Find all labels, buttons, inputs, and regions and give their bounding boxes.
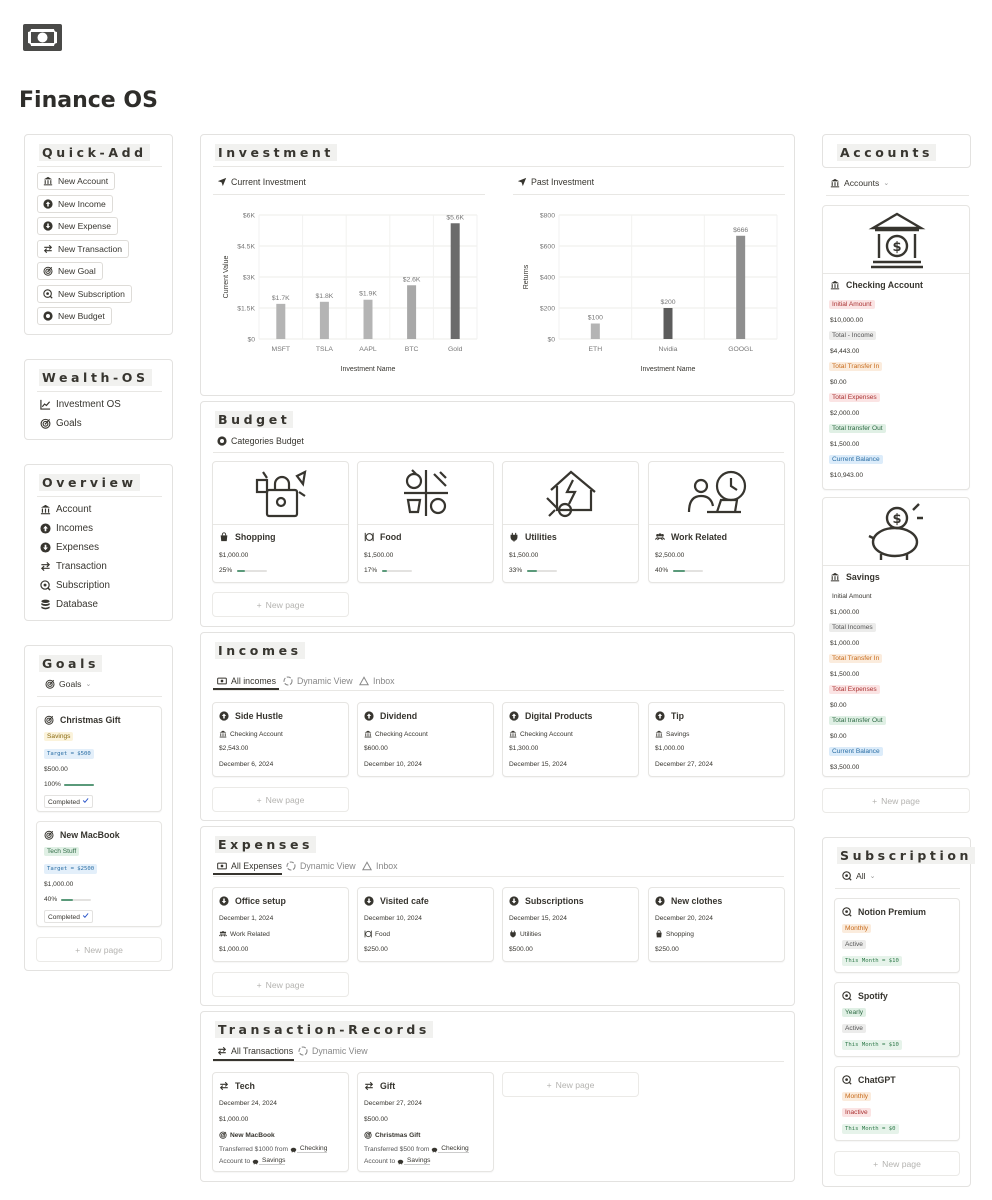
arrow-down-circle-icon xyxy=(364,896,374,906)
x-tick-label: MSFT xyxy=(271,346,291,353)
quick-add-title: Quick-Add xyxy=(39,144,150,161)
food-icon xyxy=(364,532,374,542)
navigation-arrow-icon xyxy=(217,177,227,187)
goal-status: Completed xyxy=(44,795,93,808)
goal-card[interactable]: Christmas Gift Savings Target = $500 $500.00 100% Completed xyxy=(36,706,162,812)
data-label: $1.9K xyxy=(359,290,377,298)
bank-icon xyxy=(219,730,227,738)
data-label: $1.8K xyxy=(315,292,334,300)
to-account-link[interactable]: Savings xyxy=(404,1157,430,1165)
account-row-label: Current Balance xyxy=(829,747,883,756)
arrow-up-circle-icon xyxy=(40,523,51,534)
goal-progress-label: 100% xyxy=(44,781,61,788)
x-axis-label: Investment Name xyxy=(340,366,396,373)
subscription-icon xyxy=(842,1075,852,1085)
page-icon xyxy=(23,24,62,51)
x-tick-label: Nvidia xyxy=(658,346,678,353)
goal-amount: $500.00 xyxy=(44,766,68,773)
budget-card[interactable]: Shopping $1,000.00 25% xyxy=(212,461,349,583)
utilities-illustration xyxy=(543,466,599,520)
arrow-down-circle-icon xyxy=(219,896,229,906)
tab-dynamic-view[interactable]: Dynamic View xyxy=(283,676,353,686)
database-icon xyxy=(40,599,51,610)
money-bill-icon xyxy=(23,24,62,51)
triangle-icon xyxy=(359,676,369,686)
account-row-label: Total - Income xyxy=(829,331,876,340)
plug-icon xyxy=(509,532,519,542)
expense-date: December 20, 2024 xyxy=(655,915,713,922)
income-amount: $1,300.00 xyxy=(509,745,539,752)
to-account-link[interactable]: Savings xyxy=(259,1157,285,1165)
expense-amount: $250.00 xyxy=(655,946,679,953)
target-icon xyxy=(364,1131,372,1139)
piggy-bank-icon xyxy=(252,1158,259,1165)
account-row-label: Total Expenses xyxy=(829,393,880,402)
x-tick-label: GOOGL xyxy=(728,346,754,353)
arrow-down-circle-icon xyxy=(40,542,51,553)
card-icon xyxy=(217,676,227,686)
this-month-cost: This Month = $10 xyxy=(842,1040,902,1050)
subscription-icon xyxy=(40,580,51,591)
subscription-view-selector[interactable]: All ⌄ xyxy=(842,871,875,881)
transaction-amount: $1,000.00 xyxy=(219,1116,249,1123)
income-amount: $600.00 xyxy=(364,745,388,752)
accounts-view-selector[interactable]: Accounts ⌄ xyxy=(830,178,889,188)
food-icon xyxy=(364,930,372,938)
y-tick-label: $0 xyxy=(547,336,555,344)
accounts-header-panel xyxy=(822,134,971,168)
goal-card[interactable]: New MacBook Tech Stuff Target = $2500 $1,000.00 40% Completed xyxy=(36,821,162,927)
bar xyxy=(736,236,745,339)
goal-tag: Savings xyxy=(44,732,73,741)
target-icon xyxy=(40,418,51,429)
y-tick-label: $1.5K xyxy=(237,305,255,313)
arrow-down-circle-icon xyxy=(43,221,53,231)
arrows-exchange-icon xyxy=(364,1081,374,1091)
investment-title: Investment xyxy=(215,144,337,161)
subscription-card[interactable]: Notion Premium Monthly Active This Month = $10 xyxy=(834,898,960,973)
users-icon xyxy=(219,930,227,938)
account-row-label: Current Balance xyxy=(829,455,883,464)
transaction-date: December 27, 2024 xyxy=(364,1100,422,1107)
budget-title: Budget xyxy=(215,411,293,428)
arrows-exchange-icon xyxy=(217,1046,227,1056)
subscription-icon xyxy=(842,871,852,881)
income-card[interactable]: Dividend Checking Account $600.00 December 10, 2024 xyxy=(357,702,494,777)
account-row-value: $1,500.00 xyxy=(830,441,860,448)
account-row-label: Initial Amount xyxy=(829,300,875,309)
bank-icon xyxy=(655,730,663,738)
expenses-title: Expenses xyxy=(215,836,316,853)
account-row-value: $10,943.00 xyxy=(830,472,864,479)
y-tick-label: $4.5K xyxy=(237,243,255,251)
chart-icon xyxy=(40,399,51,410)
subscription-icon xyxy=(842,907,852,917)
data-label: $200 xyxy=(660,299,676,306)
transactions-new-page-button[interactable]: + New page xyxy=(502,1072,639,1097)
budget-progress-label: 17% xyxy=(364,567,378,574)
account-row-value: $0.00 xyxy=(830,733,847,740)
svg-text:$: $ xyxy=(892,240,902,255)
investment-os-link[interactable]: Investment OS xyxy=(40,399,121,410)
subscription-icon xyxy=(43,289,53,299)
billing-cycle-tag: Monthly xyxy=(842,924,871,933)
data-label: $666 xyxy=(733,226,749,234)
from-account-link[interactable]: Checking xyxy=(297,1145,328,1153)
target-icon xyxy=(43,266,53,276)
bank-icon xyxy=(830,572,840,582)
account-row-label: Total Transfer In xyxy=(829,362,882,371)
target-icon xyxy=(219,1131,227,1139)
transaction-amount: $500.00 xyxy=(364,1116,388,1123)
subscription-title: Subscription xyxy=(837,847,975,864)
account-row-label: Total transfer Out xyxy=(829,424,886,433)
accounts-title: Accounts xyxy=(837,144,936,161)
new-income-button[interactable]: New Income xyxy=(37,195,113,213)
triangle-icon xyxy=(362,861,372,871)
goal-amount: $1,000.00 xyxy=(44,881,74,888)
expense-card[interactable]: Office setup December 1, 2024 Work Related $1,000.00 xyxy=(212,887,349,962)
current-investment-chart xyxy=(213,203,485,383)
transaction-card[interactable]: Tech December 24, 2024 $1,000.00 New MacBook Transferred $1000 from Checking Account to Savings xyxy=(212,1072,349,1172)
status-badge: Inactive xyxy=(842,1108,871,1117)
shopping-icon xyxy=(655,930,663,938)
tab-inbox[interactable]: Inbox xyxy=(359,676,395,686)
income-date: December 27, 2024 xyxy=(655,761,713,768)
x-axis-label: Investment Name xyxy=(640,366,696,373)
expenses-new-page-button[interactable]: + New page xyxy=(212,972,349,997)
target-icon xyxy=(45,679,55,689)
account-row-value: $2,000.00 xyxy=(830,410,860,417)
dynamic-view-icon xyxy=(286,861,296,871)
expense-amount: $500.00 xyxy=(509,946,533,953)
account-card[interactable]: $ Checking Account Initial Amount $10,000.00 Total - Income $4,443.00 Total Transfer In $0.00 Total Expenses $2,000.00 Total transfer Out $1,500.00 Current Balance $10,943.00 xyxy=(822,205,970,490)
account-row-value: $10,000.00 xyxy=(830,317,864,324)
svg-text:$: $ xyxy=(892,512,902,527)
transaction-link[interactable]: Transaction xyxy=(40,561,107,572)
budget-amount: $1,500.00 xyxy=(509,552,539,559)
bar xyxy=(451,223,460,339)
bar xyxy=(320,302,329,339)
bank-illustration xyxy=(867,210,927,270)
transaction-card[interactable]: Gift December 27, 2024 $500.00 Christmas Gift Transferred $500 from Checking Account to Savings xyxy=(357,1072,494,1172)
y-tick-label: $0 xyxy=(247,336,255,344)
target-icon xyxy=(44,830,54,840)
new-goal-button[interactable]: New Goal xyxy=(37,262,103,280)
shopping-icon xyxy=(219,532,229,542)
account-row-value: $3,500.00 xyxy=(830,764,860,771)
expense-amount: $1,000.00 xyxy=(219,946,249,953)
x-tick-label: BTC xyxy=(404,346,419,353)
chevron-down-icon: ⌄ xyxy=(85,681,92,688)
transactions-title: Transaction-Records xyxy=(215,1021,433,1038)
arrow-up-circle-icon xyxy=(364,711,374,721)
goal-tag: Tech Stuff xyxy=(44,847,79,856)
bar xyxy=(276,304,285,339)
account-card[interactable]: $ Savings Initial Amount $1,000.00 Total Incomes $1,000.00 Total Transfer In $1,500.00 Total Expenses $0.00 Total transfer Out $0.00 Current Balance $3,500.00 xyxy=(822,497,970,777)
arrows-exchange-icon xyxy=(43,244,53,254)
incomes-link[interactable]: Incomes xyxy=(40,523,93,534)
incomes-new-page-button[interactable]: + New page xyxy=(212,787,349,812)
goal-progress-label: 40% xyxy=(44,896,58,903)
budget-card[interactable]: Utilities $1,500.00 33% xyxy=(502,461,639,583)
piggy-bank-illustration xyxy=(867,502,927,562)
arrow-up-circle-icon xyxy=(219,711,229,721)
income-amount: $2,543.00 xyxy=(219,745,249,752)
new-account-button[interactable]: New Account xyxy=(37,172,115,190)
y-tick-label: $6K xyxy=(242,212,255,220)
y-axis-label: Returns xyxy=(523,264,530,290)
card-icon xyxy=(217,861,227,871)
this-month-cost: This Month = $10 xyxy=(842,956,902,966)
accounts-new-page-button[interactable]: + New page xyxy=(822,788,970,813)
status-badge: Active xyxy=(842,940,866,949)
budget-new-page-button[interactable]: + New page xyxy=(212,592,349,617)
budget-amount: $1,500.00 xyxy=(364,552,394,559)
income-card[interactable]: Side Hustle Checking Account $2,543.00 December 6, 2024 xyxy=(212,702,349,777)
income-card[interactable]: Digital Products Checking Account $1,300.00 December 15, 2024 xyxy=(502,702,639,777)
bar xyxy=(664,308,673,339)
expense-date: December 10, 2024 xyxy=(364,915,422,922)
tab-all-transactions[interactable]: All Transactions xyxy=(217,1046,293,1056)
data-label: $2.6K xyxy=(402,276,421,284)
arrow-up-circle-icon xyxy=(509,711,519,721)
income-date: December 10, 2024 xyxy=(364,761,422,768)
check-icon xyxy=(82,912,89,919)
incomes-title: Incomes xyxy=(215,642,305,659)
transaction-date: December 24, 2024 xyxy=(219,1100,277,1107)
status-badge: Active xyxy=(842,1024,866,1033)
expense-card[interactable]: Subscriptions December 15, 2024 Utilities $500.00 xyxy=(502,887,639,962)
shopping-illustration xyxy=(253,466,309,520)
goals-new-page-button[interactable]: + New page xyxy=(36,937,162,962)
dynamic-view-icon xyxy=(298,1046,308,1056)
piggy-bank-icon xyxy=(290,1146,297,1153)
arrow-down-circle-icon xyxy=(655,896,665,906)
expense-amount: $250.00 xyxy=(364,946,388,953)
y-axis-label: Current Value xyxy=(223,255,230,299)
goal-progress-bar xyxy=(64,784,94,786)
budget-card[interactable]: Work Related $2,500.00 40% xyxy=(648,461,785,583)
database-link[interactable]: Database xyxy=(40,599,98,610)
bank-icon xyxy=(509,730,517,738)
chevron-down-icon: ⌄ xyxy=(883,180,890,187)
goals-title: Goals xyxy=(39,655,102,672)
budget-progress-label: 33% xyxy=(509,567,523,574)
account-row-label: Total Incomes xyxy=(829,623,876,632)
expenses-link[interactable]: Expenses xyxy=(40,542,99,553)
budget-progress-bar xyxy=(382,570,412,572)
bar xyxy=(364,300,373,339)
tab-inbox[interactable]: Inbox xyxy=(362,861,398,871)
subscription-icon xyxy=(842,991,852,1001)
expense-card[interactable]: New clothes December 20, 2024 Shopping $250.00 xyxy=(648,887,785,962)
past-investment-chart xyxy=(513,203,785,383)
from-account-link[interactable]: Checking xyxy=(438,1145,469,1153)
income-date: December 15, 2024 xyxy=(509,761,567,768)
budget-icon xyxy=(217,436,227,446)
budget-progress-bar xyxy=(673,570,703,572)
target-icon xyxy=(44,715,54,725)
new-transaction-button[interactable]: New Transaction xyxy=(37,240,129,258)
y-tick-label: $200 xyxy=(539,305,555,313)
bar xyxy=(407,285,416,339)
budget-amount: $1,000.00 xyxy=(219,552,249,559)
piggy-bank-icon xyxy=(431,1146,438,1153)
bar xyxy=(591,324,600,340)
income-card[interactable]: Tip Savings $1,000.00 December 27, 2024 xyxy=(648,702,785,777)
income-amount: $1,000.00 xyxy=(655,745,685,752)
budget-progress-label: 40% xyxy=(655,567,669,574)
account-row-label: Initial Amount xyxy=(832,593,872,600)
piggy-bank-icon xyxy=(397,1158,404,1165)
goals-link[interactable]: Goals xyxy=(40,418,82,429)
billing-cycle-tag: Yearly xyxy=(842,1008,866,1017)
billing-cycle-tag: Monthly xyxy=(842,1092,871,1101)
account-row-label: Total Transfer In xyxy=(829,654,882,663)
account-row-label: Total transfer Out xyxy=(829,716,886,725)
tab-all-incomes[interactable]: All incomes xyxy=(217,676,276,686)
budget-progress-label: 25% xyxy=(219,567,233,574)
arrow-up-circle-icon xyxy=(655,711,665,721)
data-label: $1.7K xyxy=(271,294,290,302)
goal-target: Target = $500 xyxy=(44,749,94,759)
goals-view-selector[interactable]: Goals ⌄ xyxy=(45,679,91,689)
arrow-down-circle-icon xyxy=(509,896,519,906)
arrows-exchange-icon xyxy=(219,1081,229,1091)
new-expense-button[interactable]: New Expense xyxy=(37,217,118,235)
expense-date: December 1, 2024 xyxy=(219,915,274,922)
past-investment-view[interactable]: Past Investment xyxy=(517,177,594,187)
bank-icon xyxy=(364,730,372,738)
y-tick-label: $3K xyxy=(242,274,255,282)
budget-card[interactable]: Food $1,500.00 17% xyxy=(357,461,494,583)
subscription-link[interactable]: Subscription xyxy=(40,580,110,591)
x-tick-label: AAPL xyxy=(359,346,377,353)
overview-title: Overview xyxy=(39,474,140,491)
this-month-cost: This Month = $0 xyxy=(842,1124,899,1134)
subscription-card[interactable]: ChatGPT Monthly Inactive This Month = $0 xyxy=(834,1066,960,1141)
income-date: December 6, 2024 xyxy=(219,761,274,768)
chevron-down-icon: ⌄ xyxy=(869,873,876,880)
arrows-exchange-icon xyxy=(40,561,51,572)
account-link[interactable]: Account xyxy=(40,504,91,515)
account-row-value: $0.00 xyxy=(830,702,847,709)
account-row-value: $0.00 xyxy=(830,379,847,386)
expense-date: December 15, 2024 xyxy=(509,915,567,922)
account-row-label: Total Expenses xyxy=(829,685,880,694)
wealth-os-title: Wealth-OS xyxy=(39,369,152,386)
work-illustration xyxy=(685,466,749,520)
tab-all-expenses[interactable]: All Expenses xyxy=(217,861,282,871)
food-illustration xyxy=(398,466,454,520)
expense-card[interactable]: Visited cafe December 10, 2024 Food $250.00 xyxy=(357,887,494,962)
x-tick-label: Gold xyxy=(448,346,463,353)
page-title: Finance OS xyxy=(19,88,158,113)
account-row-value: $1,000.00 xyxy=(830,609,860,616)
budget-icon xyxy=(43,311,53,321)
data-label: $100 xyxy=(587,314,603,322)
bank-icon xyxy=(830,178,840,188)
x-tick-label: ETH xyxy=(588,346,603,353)
arrow-up-circle-icon xyxy=(43,199,53,209)
tab-dynamic-view[interactable]: Dynamic View xyxy=(286,861,356,871)
current-investment-view[interactable]: Current Investment xyxy=(217,177,306,187)
budget-progress-bar xyxy=(237,570,267,572)
subscription-card[interactable]: Spotify Yearly Active This Month = $10 xyxy=(834,982,960,1057)
account-row-value: $4,443.00 xyxy=(830,348,860,355)
plug-icon xyxy=(509,930,517,938)
goal-status: Completed xyxy=(44,910,93,923)
goal-progress-bar xyxy=(61,899,91,901)
y-tick-label: $600 xyxy=(539,243,555,251)
dynamic-view-icon xyxy=(283,676,293,686)
subscription-new-page-button[interactable]: + New page xyxy=(834,1151,960,1176)
x-tick-label: TSLA xyxy=(315,346,333,353)
check-icon xyxy=(82,797,89,804)
budget-progress-bar xyxy=(527,570,557,572)
new-budget-button[interactable]: New Budget xyxy=(37,307,112,325)
users-icon xyxy=(655,532,665,542)
bank-icon xyxy=(43,176,53,186)
data-label: $5.6K xyxy=(446,214,465,222)
account-row-value: $1,500.00 xyxy=(830,671,860,678)
budget-amount: $2,500.00 xyxy=(655,552,685,559)
navigation-arrow-icon xyxy=(517,177,527,187)
bank-icon xyxy=(40,504,51,515)
bank-icon xyxy=(830,280,840,290)
y-tick-label: $400 xyxy=(539,274,555,282)
tab-dynamic-view[interactable]: Dynamic View xyxy=(298,1046,368,1056)
categories-budget-view[interactable]: Categories Budget xyxy=(217,436,304,446)
account-row-value: $1,000.00 xyxy=(830,640,860,647)
new-subscription-button[interactable]: New Subscription xyxy=(37,285,132,303)
y-tick-label: $800 xyxy=(539,212,555,220)
goal-target: Target = $2500 xyxy=(44,864,97,874)
